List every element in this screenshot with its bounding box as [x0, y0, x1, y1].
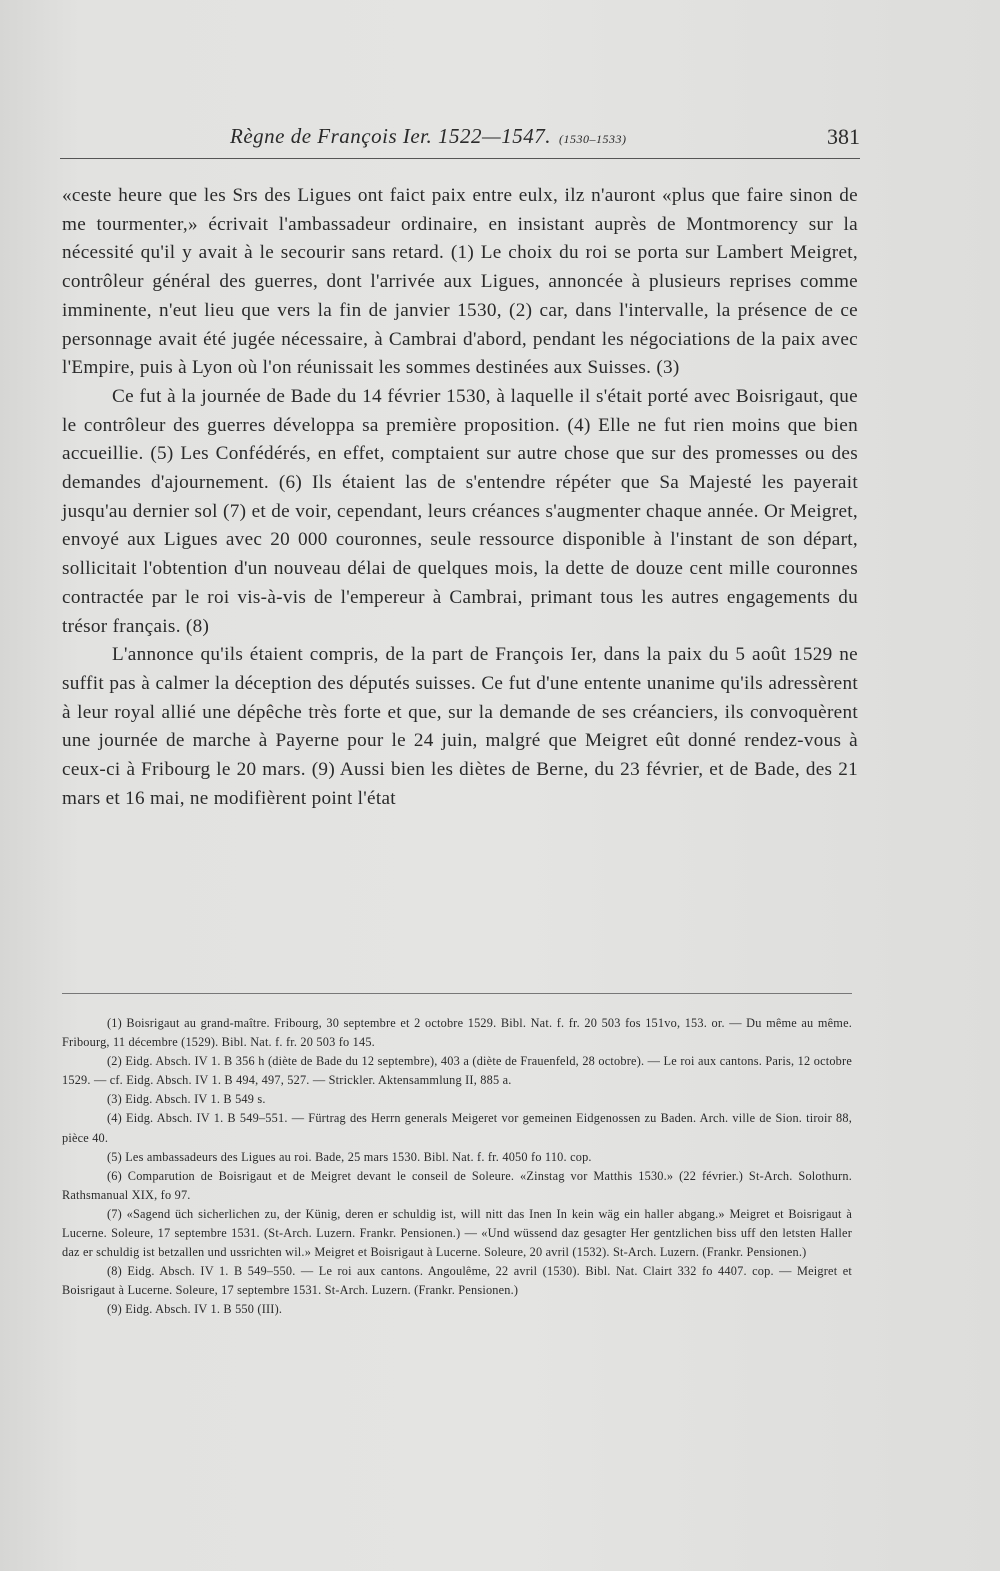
footnote: (9) Eidg. Absch. IV 1. B 550 (III).: [107, 1302, 283, 1317]
paragraph: L'annonce qu'ils étaient compris, de la part de François Ier, dans la paix du 5 août 1529 ne suffit pas à calmer la déception des députés suisses. Ce fut d'une entente unanime qu'ils adressèrent à leur royal allié une dépêche très forte et que, sur la demande de ses créanciers, ils convoquèrent une journée de marche à Payerne pour le 24 juin, malgré que Meigret eût donné rendez-vous à ceux-ci à Fribourg le 20 mars. (9) Aussi bien les diètes de Berne, du 23 février, et de Bade, des 21 mars et 16 mai, ne modifièrent point l'état: [62, 644, 858, 809]
running-title: Règne de François Ier. 1522—1547. (1530–1533): [230, 124, 627, 148]
footnote: (4) Eidg. Absch. IV 1. B 549–551. — Fürtrag des Herrn generals Meigeret vor gemeinen Eidgenossen zu Baden. Arch. ville de Sion. tiroir 88, pièce 40.: [62, 1111, 852, 1145]
page-number: 381: [827, 124, 860, 149]
paragraph: «ceste heure que les Srs des Ligues ont faict paix entre eulx, ilz n'auront «plus que faire sinon de me tourmenter,» écrivait l'ambassadeur ordinaire, en insistant auprès de Montmorency sur la nécessité qu'il y avait à le secourir sans retard. (1) Le choix du roi se porta sur Lambert Meigret, contrôleur général des guerres, dont l'arrivée aux Ligues, annoncée à plusieurs reprises comme imminente, n'eut lieu que vers la fin de janvier 1530, (2) car, dans l'intervalle, la présence de ce personnage avait été jugée nécessaire, à Cambrai d'abord, pendant les négociations de la paix avec l'Empire, puis à Lyon où l'on réunissait les sommes destinées aux Suisses. (3): [62, 185, 858, 379]
paragraph: Ce fut à la journée de Bade du 14 février 1530, à laquelle il s'était porté avec Boisrigaut, que le contrôleur des guerres développa sa première proposition. (4) Elle ne fut rien moins que bien accueillie. (5) Les Confédérés, en effet, comptaient sur autre chose que sur des promesses ou des demandes d'ajournement. (6) Ils étaient las de s'entendre répéter que Sa Majesté les payerait jusqu'au dernier sol (7) et de voir, cependant, leurs créances s'augmenter chaque année. Or Meigret, envoyé aux Ligues avec 20 000 couronnes, seule ressource disponible à l'instant de son départ, sollicitait l'obtention d'un nouveau délai de quelques mois, la dette de douze cent mille couronnes contractée par le roi vis-à-vis de l'empereur à Cambrai, primant tous les autres engagements du trésor français. (8): [62, 385, 858, 637]
footnote: (6) Comparution de Boisrigaut et de Meigret devant le conseil de Soleure. «Zinstag vor Matthis 1530.» (22 février.) St-Arch. Solothurn. Rathsmanual XIX, fo 97.: [62, 1168, 852, 1202]
footnote-divider: [62, 993, 852, 994]
footnote: (8) Eidg. Absch. IV 1. B 549–550. — Le roi aux cantons. Angoulême, 22 avril (1530). Bibl. Nat. Clairt 332 fo 4407. cop. — Meigret et Boisrigaut à Lucerne. Soleure, 17 septembre 1531. St-Arch. Luzern. (Frankr. Pensionen.): [62, 1264, 852, 1298]
footnote: (2) Eidg. Absch. IV 1. B 356 h (diète de Bade du 12 septembre), 403 a (diète de Frauenfeld, 28 octobre). — Le roi aux cantons. Paris, 12 octobre 1529. — cf. Eidg. Absch. IV 1. B 494, 497, 527. — Strickler. Aktensammlung II, 885 a.: [62, 1054, 852, 1088]
footnotes: [62, 1014, 852, 1320]
footnote: (5) Les ambassadeurs des Ligues au roi. Bade, 25 mars 1530. Bibl. Nat. f. fr. 4050 fo 110. cop.: [107, 1149, 592, 1164]
footnote: (7) «Sagend üch sicherlichen zu, der Künig, deren er schuldig ist, will nitt das Inen In kein wäg ein haller abgang.» Meigret et Boisrigaut à Lucerne. Soleure, 17 septembre 1531. (St-Arch. Luzern. Frankr. Pensionen.) — «Und wüssend daz gesagter Her gentzlichen biss uff den letsten Haller daz er schuldig ist betzallen und ussrichten wil.» Meigret et Boisrigaut à Lucerne. Soleure, 20 avril (1532). St-Arch. Luzern. (Frankr. Pensionen.): [62, 1206, 852, 1260]
running-header: [60, 124, 860, 159]
running-subtitle: (1530–1533): [558, 132, 627, 146]
main-text: [62, 182, 858, 813]
footnote: (1) Boisrigaut au grand-maître. Fribourg, 30 septembre et 2 octobre 1529. Bibl. Nat. f. fr. 20 503 fos 151vo, 153. or. — Du même au même. Fribourg, 11 décembre (1529). Bibl. Nat. f. fr. 20 503 fo 145.: [62, 1016, 852, 1050]
footnote: (3) Eidg. Absch. IV 1. B 549 s.: [107, 1092, 266, 1107]
